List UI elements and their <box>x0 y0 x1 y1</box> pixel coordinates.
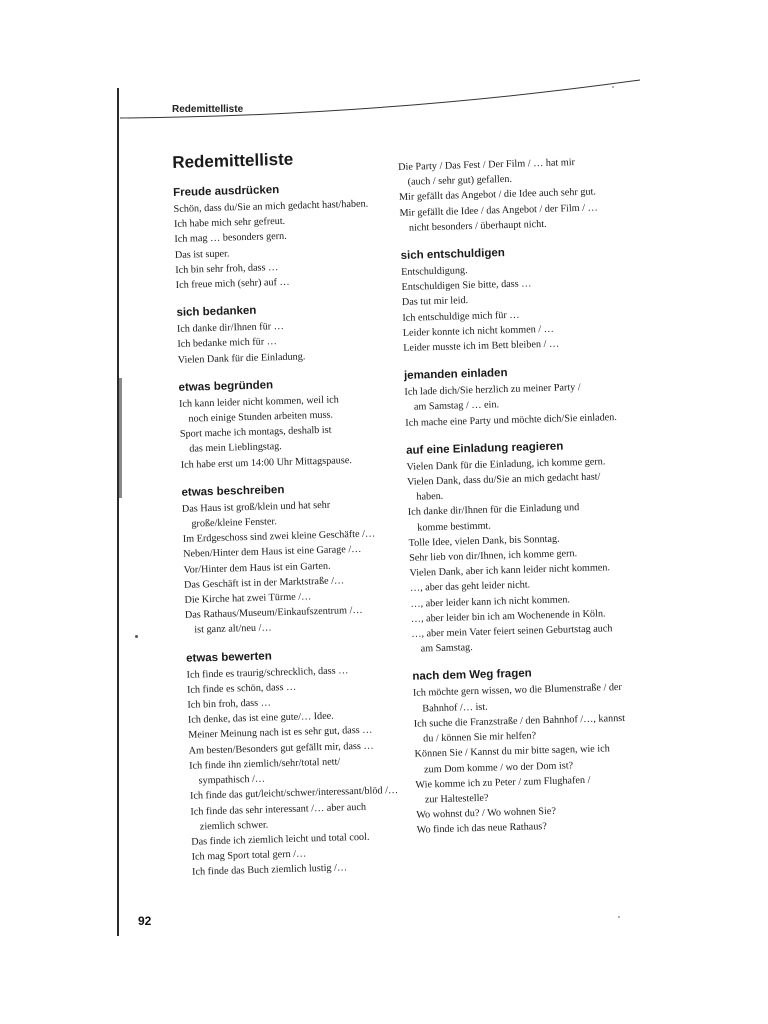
phrase-line: du / können Sie mir helfen? <box>423 730 537 745</box>
phrase-line: Ich finde ihn ziemlich/sehr/total nett/ <box>189 756 341 772</box>
phrase-line: Wie komme ich zu Peter / zum Flughafen / <box>415 774 591 791</box>
phrase-line: Das Rathaus/Museum/Einkaufszentrum /… <box>184 605 363 622</box>
phrase-line: Das finde ich ziemlich leicht und total cool. <box>191 831 370 848</box>
phrase-line: nicht besonders / überhaupt nicht. <box>408 218 547 234</box>
phrase-line: Ich habe erst um 14:00 Uhr Mittagspause. <box>180 454 353 471</box>
phrase-line: Bahnhof /… ist. <box>422 701 488 715</box>
phrase-line: komme bestimmt. <box>417 520 491 534</box>
right-sections <box>398 154 639 838</box>
right-column <box>398 154 639 850</box>
phrase-line: Ich möchte gern wissen, wo die Blumenstraße / der <box>412 682 623 700</box>
phrase-line: Vielen Dank, aber ich kann leider nicht kommen. <box>409 562 611 580</box>
phrase-line: große/kleine Fenster. <box>191 516 277 530</box>
phrase-section <box>173 179 386 293</box>
spine-shadow <box>119 378 122 498</box>
phrase-line: Leider musste ich im Bett bleiben / … <box>403 338 560 354</box>
section-heading: nach dem Weg fragen <box>412 667 532 684</box>
phrase-line: Vielen Dank für die Einladung. <box>177 350 306 366</box>
phrase-line: Ich bedanke mich für … <box>177 336 278 351</box>
phrase-section <box>400 242 625 356</box>
running-head: Redemittelliste <box>172 104 244 115</box>
phrase-line: Leider konnte ich nicht kommen / … <box>402 323 555 339</box>
phrase-line: Das Haus ist groß/klein und hat sehr <box>181 499 331 515</box>
phrase-line: Entschuldigen Sie bitte, dass … <box>401 278 532 294</box>
phrase-line: am Samstag / … ein. <box>413 399 500 414</box>
phrase-line: Mir gefällt die Idee / das Angebot / der Film / … <box>399 202 598 219</box>
scan-speck <box>612 86 614 88</box>
phrase-line: Vielen Dank, dass du/Sie an mich gedacht hast/ <box>406 471 601 488</box>
phrase-line: Die Party / Das Fest / Der Film / … hat mir <box>398 157 576 173</box>
phrase-line: Ich bin froh, dass … <box>187 697 272 711</box>
page-number: 92 <box>138 914 152 928</box>
phrase-section <box>412 663 639 838</box>
phrase-section <box>406 437 634 658</box>
phrase-section <box>176 299 388 367</box>
phrase-line: Ich kann leider nicht kommen, weil ich <box>178 394 339 410</box>
phrase-line: Entschuldigung. <box>400 265 468 278</box>
phrase-line: Die Kirche hat zwei Türme /… <box>184 591 312 606</box>
phrase-line: am Samstag. <box>420 642 473 655</box>
phrase-line: Am besten/Besonders gut gefällt mir, dass … <box>188 740 374 757</box>
phrase-line: Vor/Hinter dem Haus ist ein Garten. <box>183 560 331 576</box>
phrase-line: Ich danke dir/Ihnen für … <box>176 321 285 336</box>
phrase-line: Ich finde das sehr interessant /… aber auch <box>190 801 367 818</box>
phrase-line: Ich finde es schön, dass … <box>186 681 297 696</box>
section-heading: jemanden einladen <box>403 367 508 383</box>
phrase-line: Das ist super. <box>174 248 230 261</box>
phrase-line: Ich finde es traurig/schrecklich, dass … <box>186 664 349 681</box>
phrase-line: haben. <box>416 491 444 503</box>
phrase-line: ziemlich schwer. <box>199 819 269 833</box>
phrase-line: Ich entschuldige mich für … <box>402 309 520 324</box>
scan-speck <box>618 916 620 918</box>
phrase-line: Wo finde ich das neue Rathaus? <box>416 821 548 837</box>
section-heading: etwas beschreiben <box>181 483 285 499</box>
left-sections <box>173 179 402 880</box>
phrase-line: Neben/Hinter dem Haus ist eine Garage /… <box>183 544 362 561</box>
phrase-line: (auch / sehr gut) gefallen. <box>407 174 513 188</box>
phrase-section <box>404 362 628 431</box>
phrase-line: Im Erdgeschoss sind zwei kleine Geschäfte /… <box>182 528 376 546</box>
phrase-line: Ich habe mich sehr gefreut. <box>173 216 286 231</box>
section-heading: auf eine Einladung reagieren <box>405 440 564 457</box>
phrase-line: Tolle Idee, vielen Dank, bis Sonntag. <box>408 533 560 549</box>
phrase-line: Ich finde das Buch ziemlich lustig /… <box>191 862 348 879</box>
phrase-line: Ich finde das gut/leicht/schwer/interessant/blöd /… <box>189 785 399 803</box>
phrase-line: …, aber leider bin ich am Wochenende in Köln. <box>410 608 606 625</box>
phrase-line: Wo wohnst du? / Wo wohnen Sie? <box>416 805 557 821</box>
phrase-line: zur Haltestelle? <box>424 792 489 806</box>
phrase-line: Mir gefällt das Angebot / die Idee auch sehr gut. <box>398 186 597 204</box>
phrase-section <box>178 374 391 473</box>
phrase-line: Ich mag Sport total gern /… <box>191 848 307 863</box>
phrase-section <box>181 479 395 639</box>
section-heading: sich entschuldigen <box>400 247 505 262</box>
phrase-line: Ich suche die Franzstraße / den Bahnhof /…, kannst <box>413 712 626 730</box>
phrase-line: …, aber mein Vater feiert seinen Geburtstag auch <box>411 623 613 640</box>
phrase-section <box>186 645 402 881</box>
phrase-line: zum Dom komme / wo der Dom ist? <box>423 759 574 776</box>
page-spine-edge <box>117 88 119 936</box>
phrase-line: …, aber leider kann ich nicht kommen. <box>410 594 571 610</box>
section-heading: Freude ausdrücken <box>172 184 280 199</box>
phrase-line: Ich lade dich/Sie herzlich zu meiner Party / <box>404 382 581 399</box>
phrase-line: …, aber das geht leider nicht. <box>409 579 531 595</box>
phrase-line: Können Sie / Kannst du mir bitte sagen, wie ich <box>414 743 610 761</box>
phrase-line: Vielen Dank für die Einladung, ich komme gern. <box>406 456 606 473</box>
phrase-line: Das tut mir leid. <box>401 295 469 309</box>
phrase-line: Ich bin sehr froh, dass … <box>175 261 279 276</box>
phrase-line: Ich freue mich (sehr) auf … <box>175 276 290 291</box>
phrase-line: noch einige Stunden arbeiten muss. <box>188 409 334 425</box>
phrase-line: Sport mache ich montags, deshalb ist <box>179 424 332 441</box>
phrase-line: sympathisch /… <box>198 773 266 787</box>
phrase-line: Ich danke dir/Ihnen für die Einladung und <box>407 502 580 519</box>
phrase-line: Schön, dass du/Sie an mich gedacht hast/haben. <box>173 198 369 215</box>
phrase-line: das mein Lieblingstag. <box>189 441 282 456</box>
left-column <box>172 146 403 892</box>
phrase-section <box>398 154 622 236</box>
section-heading: sich bedanken <box>176 304 257 320</box>
scan-speck <box>135 635 138 638</box>
phrase-line: Ich mag … besonders gern. <box>174 231 287 246</box>
phrase-line: Ich mache eine Party und möchte dich/Sie einladen. <box>405 411 618 429</box>
phrase-line: ist ganz alt/neu /… <box>194 622 272 637</box>
phrase-line: Sehr lieb von dir/Ihnen, ich komme gern. <box>408 548 578 564</box>
phrase-line: Das Geschäft ist in der Marktstraße /… <box>183 575 345 591</box>
section-heading: etwas begründen <box>178 379 274 394</box>
page-title: Redemittelliste <box>172 149 294 172</box>
phrase-line: Ich denke, das ist eine gute/… Idee. <box>187 710 334 727</box>
phrase-line: Meiner Meinung nach ist es sehr gut, dass … <box>188 725 373 742</box>
section-heading: etwas bewerten <box>185 650 272 665</box>
